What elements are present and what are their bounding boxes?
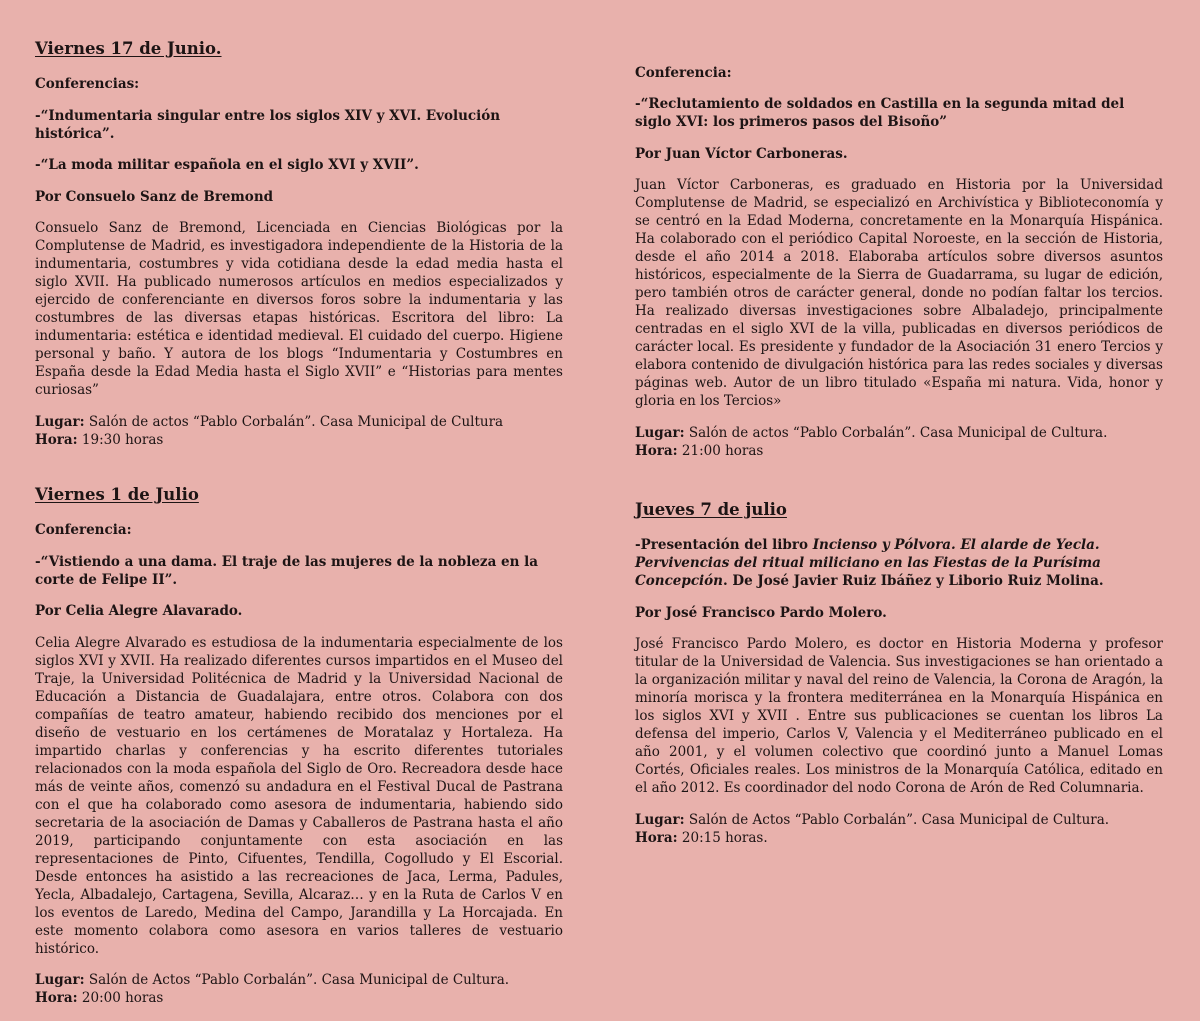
- talk-title: -“Vistiendo a una dama. El traje de las mujeres de la nobleza en la corte de Felipe II”.: [35, 553, 539, 588]
- left-column: [35, 22, 563, 1021]
- time-label: Hora:: [35, 990, 78, 1006]
- conference-heading: Conferencias:: [35, 76, 140, 92]
- event-conference-carboneras: [635, 64, 1163, 460]
- event-date: Jueves 7 de julio: [635, 499, 787, 519]
- event-date: Viernes 1 de Julio: [35, 484, 199, 504]
- talk-title: -“La moda militar española en el siglo XVI y XVII”.: [35, 157, 419, 173]
- speaker-name: Por Consuelo Sanz de Bremond: [35, 188, 274, 205]
- event-location-time: [635, 424, 1163, 460]
- talk-title: -“Indumentaria singular entre los siglos XIV y XVI. Evolución histórica”.: [35, 107, 501, 142]
- place-value: Salón de actos “Pablo Corbalán”. Casa Municipal de Cultura: [84, 413, 504, 430]
- time-label: Hora:: [635, 442, 678, 459]
- event-location-time: [35, 971, 563, 1007]
- speaker-name: Por Juan Víctor Carboneras.: [635, 145, 848, 162]
- place-label: Lugar:: [35, 972, 85, 988]
- event-location-time: [635, 811, 1163, 847]
- event-17-junio: [35, 39, 563, 449]
- event-1-julio: [35, 485, 563, 1008]
- event-date: Viernes 17 de Junio.: [35, 38, 222, 58]
- speaker-bio: Consuelo Sanz de Bremond, Licenciada en Ciencias Biológicas por la Complutense de Madrid, es investigadora independiente de la Historia de la indumentaria, costumbres y vida cotidiana desde la edad media hasta el siglo XVII. Ha publicado numerosos artículos en medios especializados y ejercido de conferenciante en diversos foros sobre la indumentaria y las costumbres de las diversas etapas históricas. Escritora del libro: La indumentaria: estética e identidad medieval. El cuidado del cuerpo. Higiene personal y baño. Y autora de los blogs “Indumentaria y Costumbres en España desde la Edad Media hasta el Siglo XVII” e “Historias para mentes curiosas”: [35, 220, 563, 398]
- place-value: Salón de Actos “Pablo Corbalán”. Casa Municipal de Cultura.: [684, 811, 1110, 828]
- conference-heading: Conferencia:: [35, 522, 132, 538]
- time-value: 19:30 horas: [77, 431, 164, 448]
- place-label: Lugar:: [35, 413, 85, 430]
- talk-title: -“Reclutamiento de soldados en Castilla en la segunda mitad del siglo XVI: los primeros pasos del Bisoño”: [635, 96, 1125, 130]
- event-7-julio: [635, 500, 1163, 847]
- conference-heading: Conferencia:: [635, 64, 732, 81]
- time-value: 20:15 horas.: [677, 829, 768, 846]
- event-location-time: [35, 413, 563, 449]
- speaker-bio: Juan Víctor Carboneras, es graduado en Historia por la Universidad Complutense de Madrid, se especializó en Archivística y Biblioteconomía y se centró en la Edad Moderna, concretamente en la Monarquía Hispánica. Ha colaborado con el periódico Capital Noroeste, en la sección de Historia, desde el año 2014 a 2018. Elaboraba artículos sobre diversos asuntos históricos, especialmente de la Sierra de Guadarrama, su lugar de edición, pero también otros de carácter general, donde no podían faltar los tercios. Ha realizado diversas investigaciones sobre Albaladejo, principalmente centradas en el siglo XVI de la villa, publicadas en diversos periódicos de carácter local. Es presidente y fundador de la Asociación 31 enero Tercios y elabora contenido de divulgación histórica para las redes sociales y diversas páginas web. Autor de un libro titulado «España mi natura. Vida, honor y gloria en los Tercios»: [635, 177, 1163, 409]
- place-value: Salón de actos “Pablo Corbalán”. Casa Municipal de Cultura.: [684, 424, 1108, 441]
- speaker-bio: José Francisco Pardo Molero, es doctor en Historia Moderna y profesor titular de la Universidad de Valencia. Sus investigaciones se han orientado a la organización militar y naval del reino de Valencia, la Corona de Aragón, la minoría morisca y la frontera mediterránea en la Monarquía Hispánica en los siglos XVI y XVII . Entre sus publicaciones se cuentan los libros La defensa del imperio, Carlos V, Valencia y el Mediterráneo publicado en el año 2001, y el volumen colectivo que coordinó junto a Manuel Lomas Cortés, Oficiales reales. Los ministros de la Monarquía Católica, editado en el año 2012. Es coordinador del nodo Corona de Arón de Red Columnaria.: [635, 636, 1163, 796]
- speaker-bio: Celia Alegre Alvarado es estudiosa de la indumentaria especialmente de los siglos XVI y XVII. Ha realizado diferentes cursos impartidos en el Museo del Traje, la Universidad Politécnica de Madrid y la Universidad Nacional de Educación a Distancia de Guadalajara, entre otros. Colabora con dos compañías de teatro amateur, habiendo recibido dos menciones por el diseño de vestuario en los certámenes de Moratalaz y Hortaleza. Ha impartido charlas y conferencias y ha escrito diferentes tutoriales relacionados con la moda española del Siglo de Oro. Recreadora desde hace más de veinte años, comenzó su andadura en el Festival Ducal de Pastrana con el que ha colaborado como asesora de indumentaria, habiendo sido secretaria de la asociación de Damas y Caballeros de Pastrana hasta el año 2019, participando conjuntamente con esta asociación en las representaciones de Pinto, Cifuentes, Tendilla, Cogolludo y El Escorial. Desde entonces ha asistido a las recreaciones de Jaca, Lerma, Padules, Yecla, Albadalejo, Cartagena, Sevilla, Alcaraz… y en la Ruta de Carlos V en los eventos de Laredo, Medina del Campo, Jarandilla y La Horcajada. En este momento colabora como asesora en varios talleres de vestuario histórico.: [35, 634, 563, 957]
- book-authors: . De José Javier Ruiz Ibáñez y Liborio Ruiz Molina.: [722, 573, 1104, 589]
- place-label: Lugar:: [635, 811, 685, 828]
- book-title: Incienso y Pólvora. El alarde de Yecla. Pervivencias del ritual miliciano en las Fiestas de la Purísima Concepción: [635, 537, 1101, 589]
- book-presentation: [635, 536, 1163, 590]
- right-column: [635, 50, 1163, 860]
- place-value: Salón de Actos “Pablo Corbalán”. Casa Municipal de Cultura.: [84, 972, 510, 988]
- presentation-prefix: -Presentación del libro: [635, 537, 813, 553]
- time-label: Hora:: [635, 829, 678, 846]
- speaker-name: Por José Francisco Pardo Molero.: [635, 604, 887, 621]
- time-label: Hora:: [35, 431, 78, 448]
- time-value: 21:00 horas: [677, 442, 764, 459]
- time-value: 20:00 horas: [77, 990, 164, 1006]
- speaker-name: Por Celia Alegre Alavarado.: [35, 603, 243, 619]
- place-label: Lugar:: [635, 424, 685, 441]
